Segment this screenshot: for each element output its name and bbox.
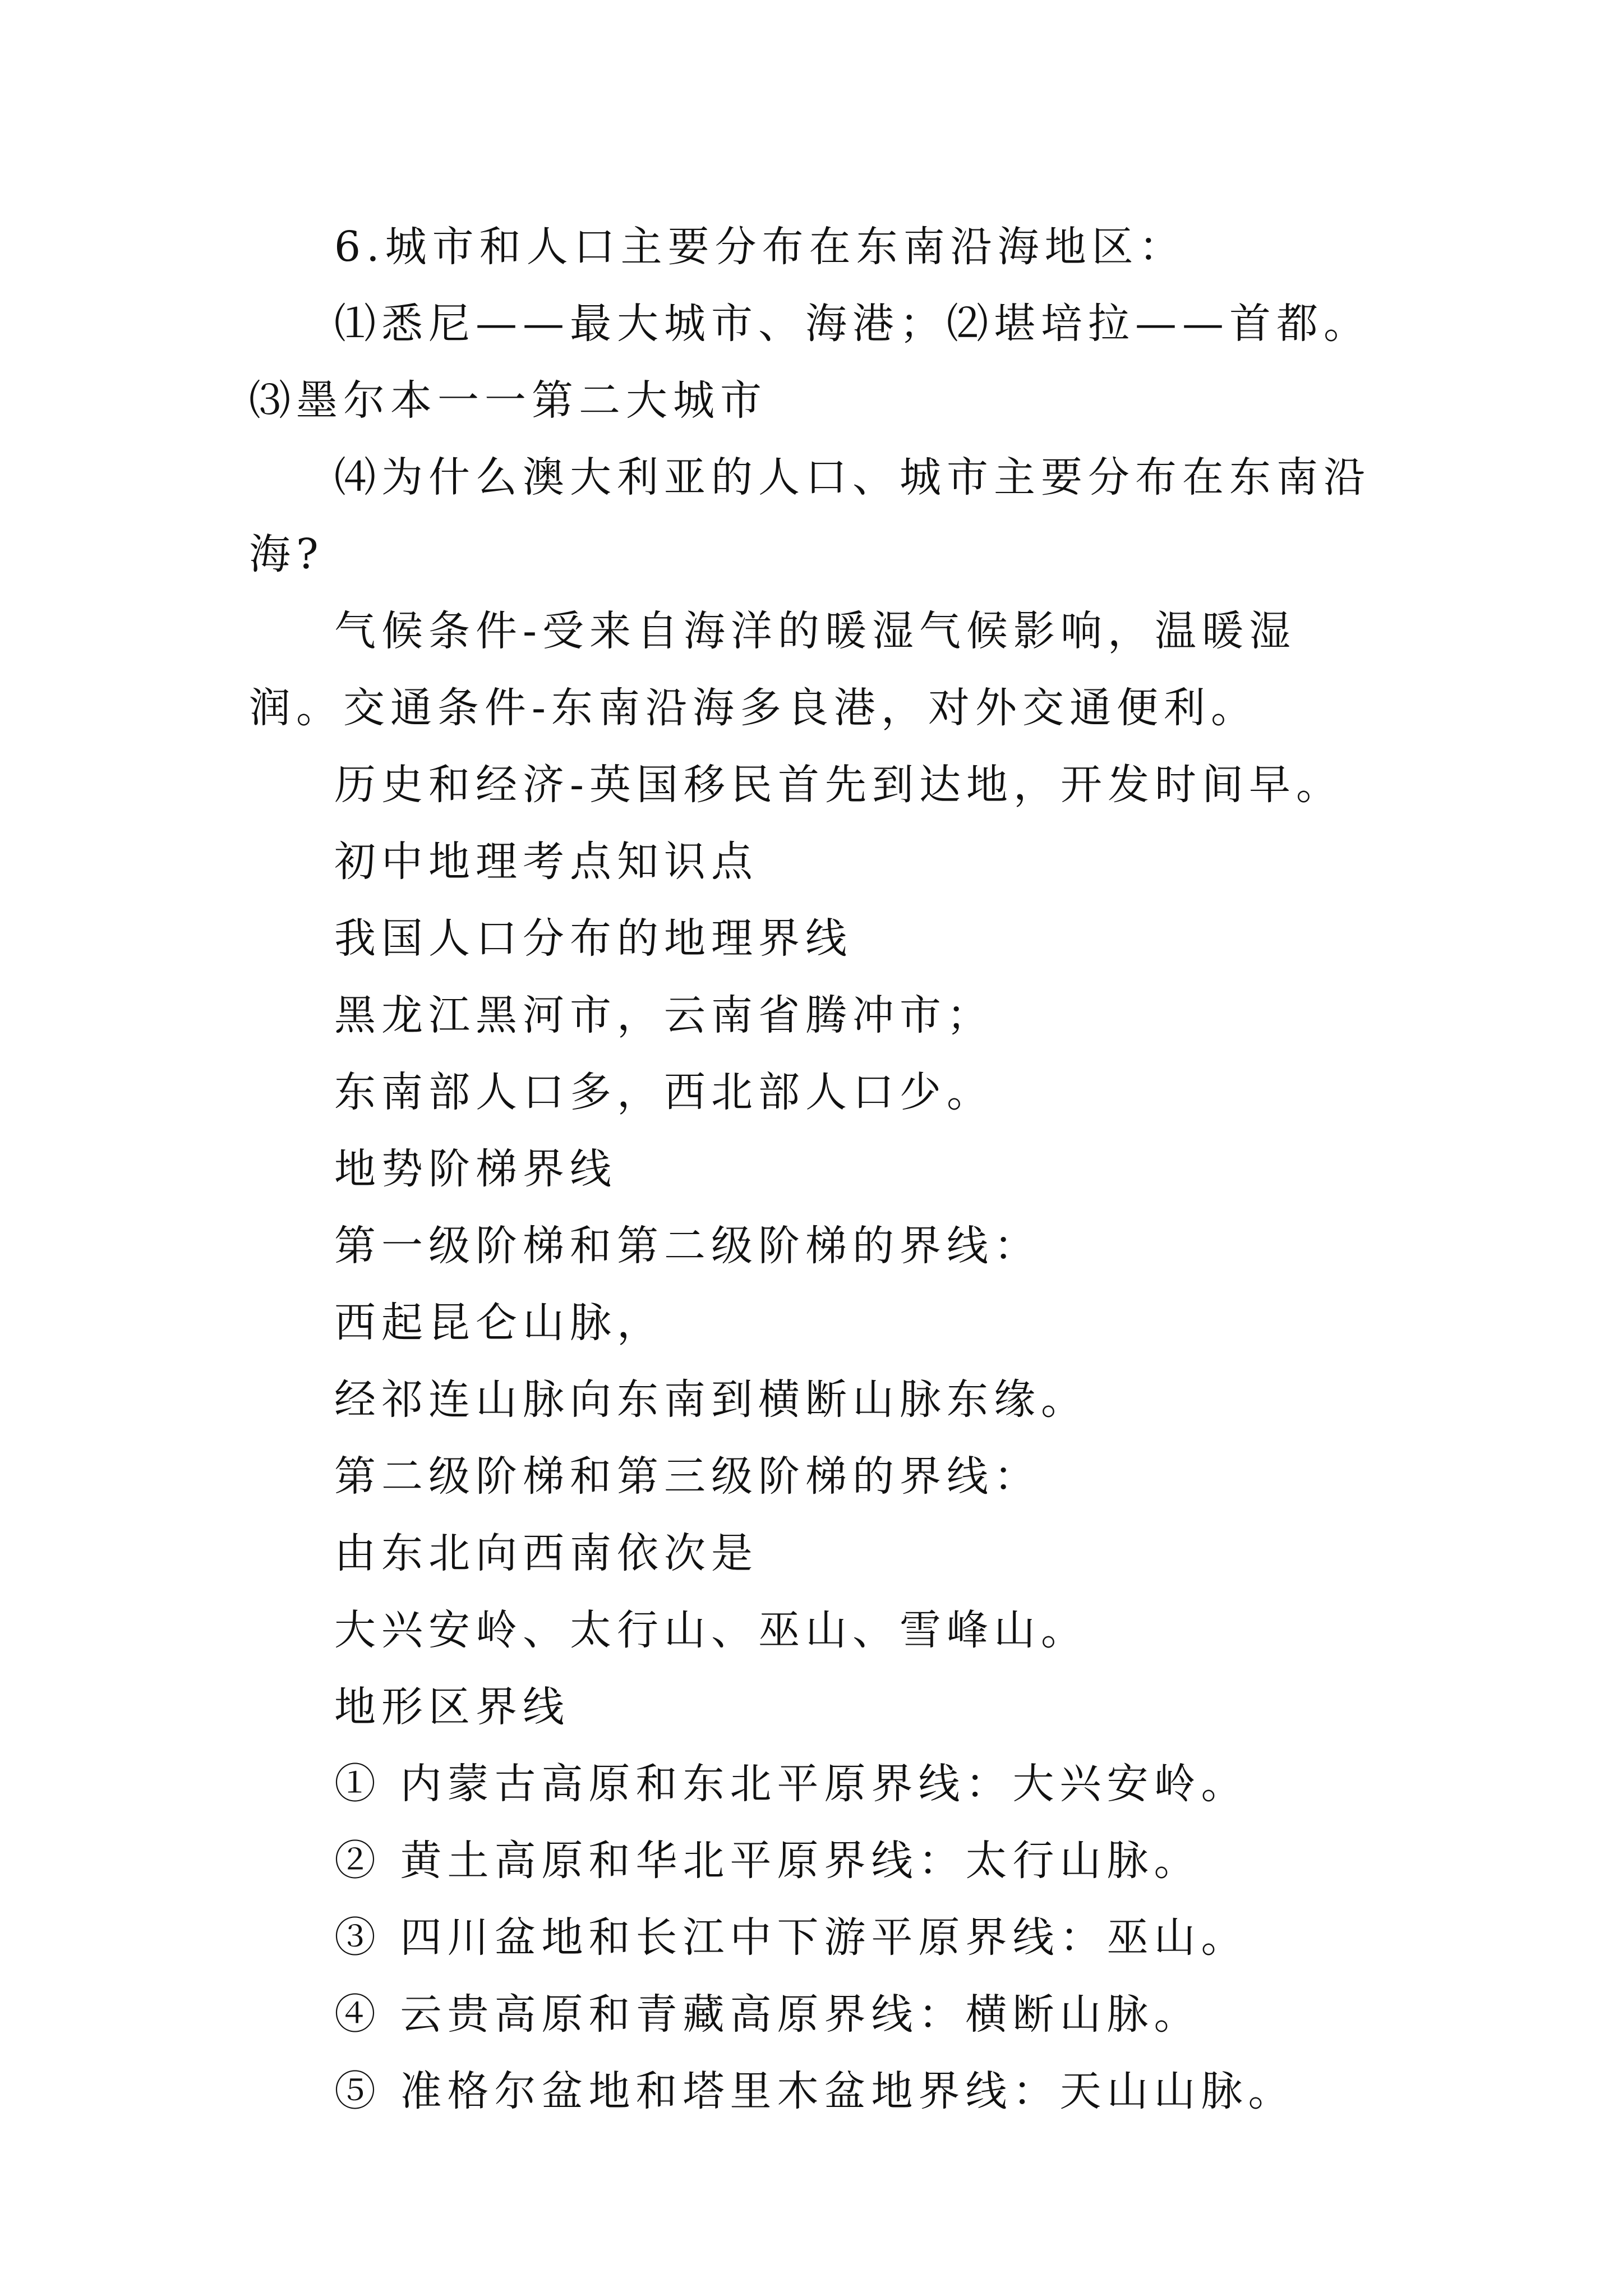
subheading-population-line: 我国人口分布的地理界线 <box>334 914 852 963</box>
paragraph-northeast-southwest: 由东北向西南依次是 <box>334 1529 758 1577</box>
paragraph-history: 历史和经济-英国移民首先到达地，开发时间早。 <box>334 761 1344 809</box>
paragraph-heading-6: 6.城市和人口主要分布在东南沿海地区： <box>334 223 1186 271</box>
list-item-3: ③ 四川盆地和长江中下游平原界线：巫山。 <box>334 1913 1248 1962</box>
list-item-4: ④ 云贵高原和青藏高原界线：横断山脉。 <box>334 1990 1201 2039</box>
paragraph-heihe-tengchong: 黑龙江黑河市，云南省腾冲市； <box>334 991 994 1039</box>
list-item-5: ⑤ 准格尔盆地和塔里木盆地界线：天山山脉。 <box>334 2067 1295 2115</box>
paragraph-population-distribution: 东南部人口多，西北部人口少。 <box>334 1068 994 1116</box>
paragraph-qilian: 经祁连山脉向东南到横断山脉东缘。 <box>334 1375 1088 1424</box>
paragraph-step2-3-title: 第二级阶梯和第三级阶梯的界线： <box>334 1452 1041 1501</box>
subheading-terrain-steps: 地势阶梯界线 <box>334 1145 617 1193</box>
subheading-landform-regions: 地形区界线 <box>334 1683 570 1731</box>
paragraph-conditions: 气候条件-受来自海洋的暖湿气候影响，温暖湿润。交通条件-东南沿海多良港，对外交通便利。 <box>249 607 1297 732</box>
document-body <box>249 209 1387 2130</box>
paragraph-question: ⑷为什么澳大利亚的人口、城市主要分布在东南沿海? <box>249 453 1371 578</box>
list-item-2: ② 黄土高原和华北平原界线：太行山脉。 <box>334 1837 1201 1885</box>
list-item-1: ① 内蒙古高原和东北平原界线：大兴安岭。 <box>334 1760 1248 1808</box>
paragraph-step1-2-title: 第一级阶梯和第二级阶梯的界线： <box>334 1222 1041 1270</box>
paragraph-mountains: 大兴安岭、太行山、巫山、雪峰山。 <box>334 1606 1088 1654</box>
paragraph-cities: ⑴悉尼——最大城市、海港；⑵堪培拉——首都。⑶墨尔本一一第二大城市 <box>249 300 1371 425</box>
section-title: 初中地理考点知识点 <box>334 838 758 886</box>
paragraph-kunlun: 西起昆仑山脉， <box>334 1299 664 1347</box>
